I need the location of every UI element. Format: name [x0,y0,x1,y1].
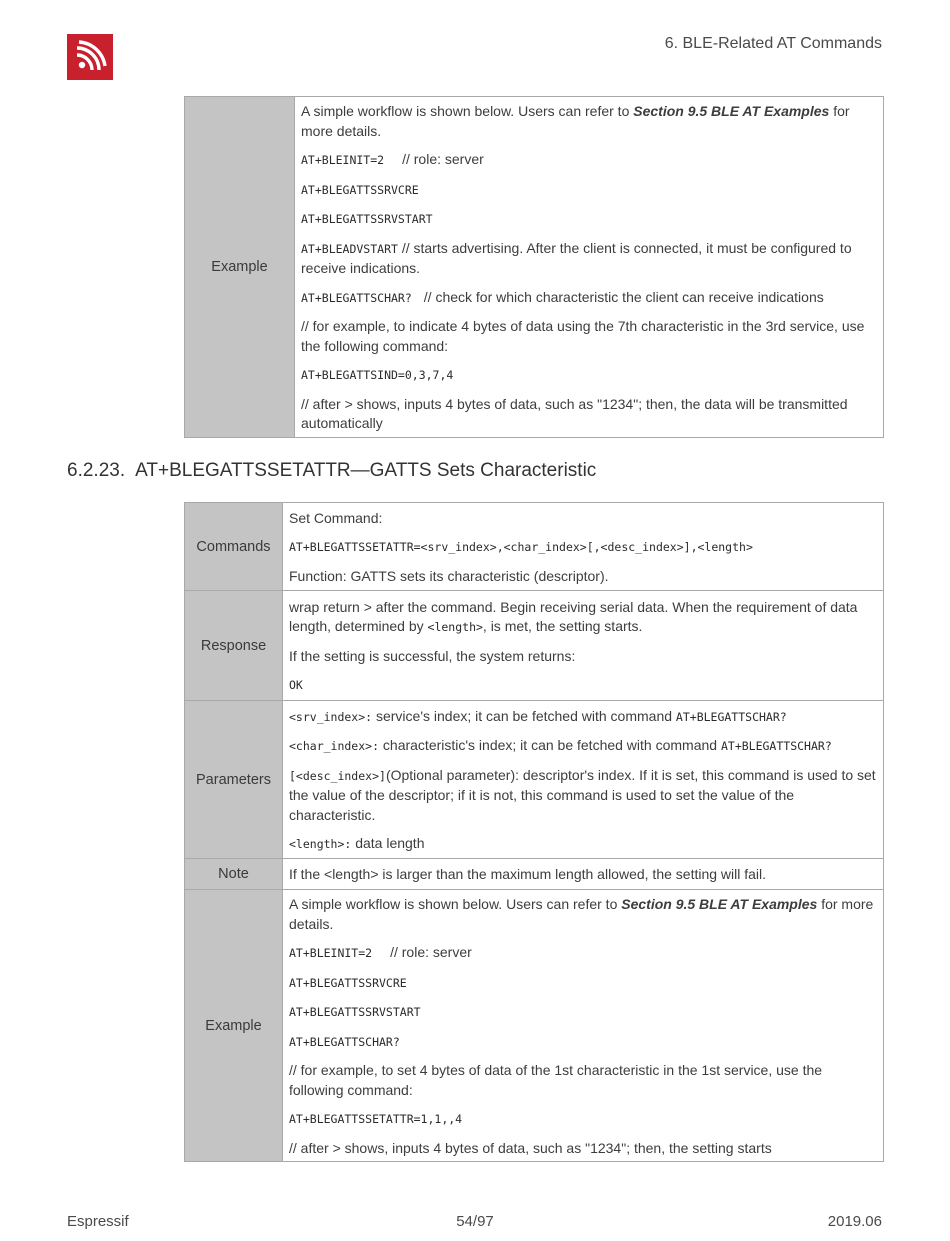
example-table-continued [184,96,884,438]
note-label: Note [185,859,283,890]
example-line: AT+BLEGATTSSRVCRE [289,975,407,990]
footer-company: Espressif [67,1213,129,1230]
section-heading [67,460,596,482]
footer-date: 2019.06 [827,1213,882,1230]
example-line: AT+BLEGATTSIND=0,3,7,4 [301,368,454,382]
section-reference-link: Section 9.5 BLE AT Examples [621,896,818,912]
set-command-label: Set Command: [289,509,383,526]
example-line: AT+BLEINIT=2 // role: server [289,944,472,960]
command-table [184,502,884,1162]
parameter-item: [<desc_index>](Optional parameter): descriptor's index. If it is set, this command is used to set the value of the descriptor; if it is not, this command is used to set the value of the characteristic. [289,766,876,823]
example-line: // after > shows, inputs 4 bytes of data, such as "1234"; then, the setting starts [289,1139,772,1156]
function-description: Function: GATTS sets its characteristic (descriptor). [289,567,609,584]
response-row [185,591,884,701]
commands-row [185,503,884,591]
example-row [185,890,884,1162]
response-description: wrap return > after the command. Begin receiving serial data. When the requirement of data length, determined by <length>, is met, the setting starts. [289,598,858,634]
example-line: AT+BLEADVSTART // starts advertising. After the client is connected, it must be configured to receive indications. [301,239,852,276]
parameter-item: <char_index>: characteristic's index; it can be fetched with command AT+BLEGATTSCHAR? [289,737,832,753]
section-reference-link: Section 9.5 BLE AT Examples [633,103,830,119]
example-label: Example [185,890,283,1162]
footer-page-number: 54/97 [456,1213,494,1230]
note-content: If the <length> is larger than the maximum length allowed, the setting will fail. [283,859,884,890]
parameter-item: <length>: data length [289,835,425,851]
parameters-label: Parameters [185,701,283,859]
parameter-item: <srv_index>: service's index; it can be fetched with command AT+BLEGATTSCHAR? [289,707,787,724]
example-line: AT+BLEGATTSSRVCRE [301,182,419,197]
note-row [185,859,884,890]
response-ok: OK [289,678,303,692]
section-title: AT+BLEGATTSSETATTR—GATTS Sets Characteristic [135,460,597,481]
example-line: AT+BLEGATTSSETATTR=1,1,,4 [289,1112,463,1126]
example-line: AT+BLEGATTSCHAR? [289,1034,400,1049]
parameters-content [283,701,884,859]
espressif-logo [67,34,113,80]
example-intro: A simple workflow is shown below. Users can refer to Section 9.5 BLE AT Examples for more details. [289,896,874,932]
example-line: AT+BLEGATTSSRVSTART [301,212,433,226]
response-content [283,591,884,701]
example-line: AT+BLEGATTSSRVSTART [289,1005,421,1019]
example-intro: A simple workflow is shown below. Users can refer to Section 9.5 BLE AT Examples for more details. [301,103,850,139]
response-success: If the setting is successful, the system returns: [289,647,576,664]
example-row [185,97,884,438]
example-content [283,890,884,1162]
section-number: 6.2.23. [67,460,126,481]
commands-label: Commands [185,503,283,591]
parameters-row [185,701,884,859]
example-line: // after > shows, inputs 4 bytes of data, such as "1234"; then, the data will be transmitted automatically [301,395,848,431]
example-line: AT+BLEINIT=2 // role: server [301,151,484,167]
example-label: Example [185,97,295,438]
example-content [295,97,884,438]
commands-content [283,503,884,591]
example-line: AT+BLEGATTSCHAR? // check for which characteristic the client can receive indications [301,288,824,305]
response-label: Response [185,591,283,701]
set-command-syntax: AT+BLEGATTSSETATTR=<srv_index>,<char_index>[,<desc_index>],<length> [289,540,753,555]
example-line: // for example, to set 4 bytes of data of the 1st characteristic in the 1st service, use the following command: [289,1062,823,1098]
chapter-title: 6. BLE-Related AT Commands [664,35,882,52]
example-line: // for example, to indicate 4 bytes of data using the 7th characteristic in the 3rd service, use the following command: [301,318,865,354]
